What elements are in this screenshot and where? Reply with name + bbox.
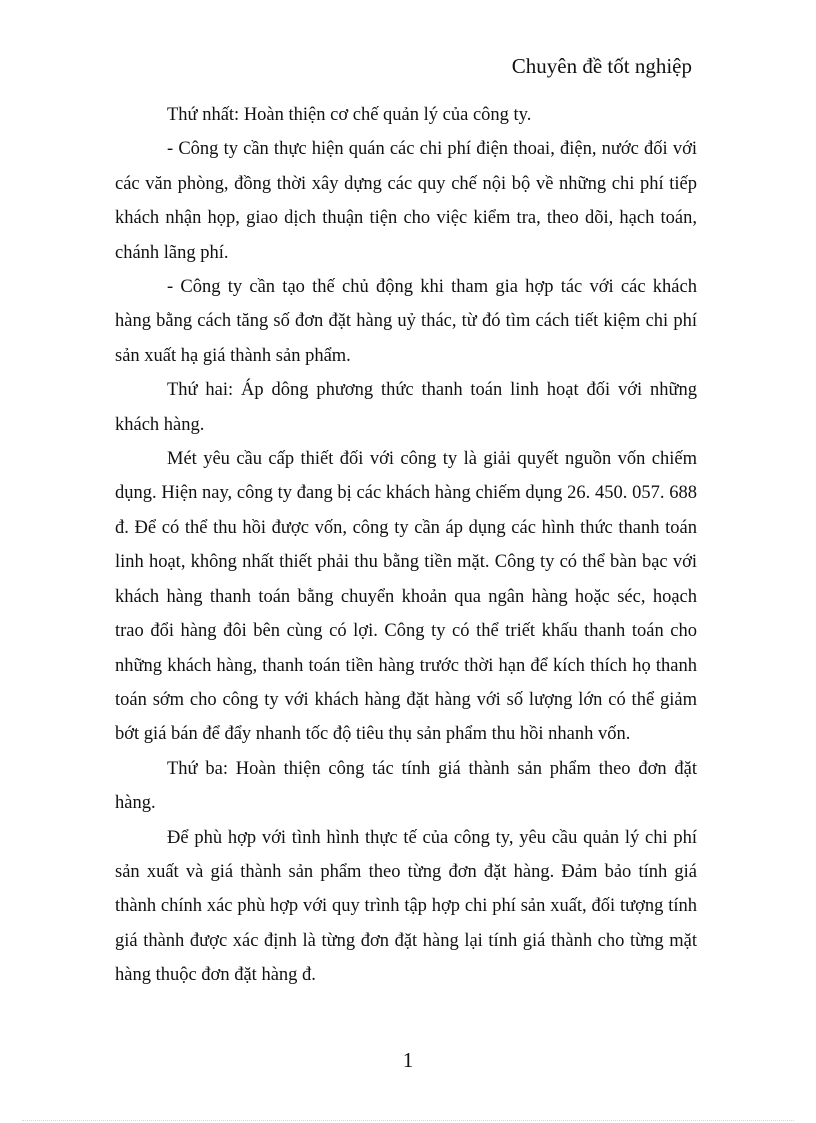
paragraph-4: Thứ hai: Áp dông phương thức thanh toán linh hoạt đối với những khách hàng. [115, 380, 697, 435]
paragraph-5: Mét yêu cầu cấp thiết đối với công ty là giải quyết nguồn vốn chiếm dụng. Hiện nay, công ty đang bị các khách hàng chiếm dụng 26. 450. 057. 688 đ. Để có thể thu hồi được vốn, công ty cần áp dụng các hình thức thanh toán linh hoạt, không nhất thiết phải thu bằng tiền mặt. Công ty có thể bàn bạc với khách hàng thanh toán bằng chuyển khoản qua ngân hàng hoặc séc, hoạch trao đổi hàng đôi bên cùng có lợi. Công ty có thể triết khấu thanh toán cho những khách hàng, thanh toán tiền hàng trước thời hạn để kích thích họ thanh toán sớm cho công ty với khách hàng đặt hàng với số lượng lớn có thể giảm bớt giá bán để đẩy nhanh tốc độ tiêu thụ sản phẩm thu hồi nhanh vốn. [115, 449, 697, 745]
paragraph-1: Thứ nhất: Hoàn thiện cơ chế quản lý của công ty. [167, 105, 532, 125]
page-bottom-divider [22, 1120, 794, 1121]
paragraph-2: - Công ty cần thực hiện quán các chi phí điện thoai, điện, nước đối với các văn phòng, đồng thời xây dựng các quy chế nội bộ về những chi phí tiếp khách nhận họp, giao dịch thuận tiện cho việc kiểm tra, theo dõi, hạch toán, chánh lãng phí. [115, 139, 697, 263]
paragraph-7: Để phù hợp với tình hình thực tế của công ty, yêu cầu quản lý chi phí sản xuất và giá thành sản phẩm theo từng đơn đặt hàng. Đảm bảo tính giá thành chính xác phù hợp với quy trình tập hợp chi phí sản xuất, đối tượng tính giá thành được xác định là từng đơn đặt hàng lại tính giá thành cho từng mặt hàng thuộc đơn đặt hàng đ. [115, 827, 697, 986]
page-number: 1 [402, 1048, 414, 1072]
paragraph-3: - Công ty cần tạo thế chủ động khi tham gia hợp tác với các khách hàng bằng cách tăng số đơn đặt hàng uỷ thác, từ đó tìm cách tiết kiệm chi phí sản xuất hạ giá thành sản phẩm. [115, 277, 697, 366]
body-text [115, 98, 697, 993]
paragraph-6: Thứ ba: Hoàn thiện công tác tính giá thành sản phẩm theo đơn đặt hàng. [115, 758, 697, 814]
running-header: Chuyên đề tốt nghiệp [511, 54, 692, 78]
